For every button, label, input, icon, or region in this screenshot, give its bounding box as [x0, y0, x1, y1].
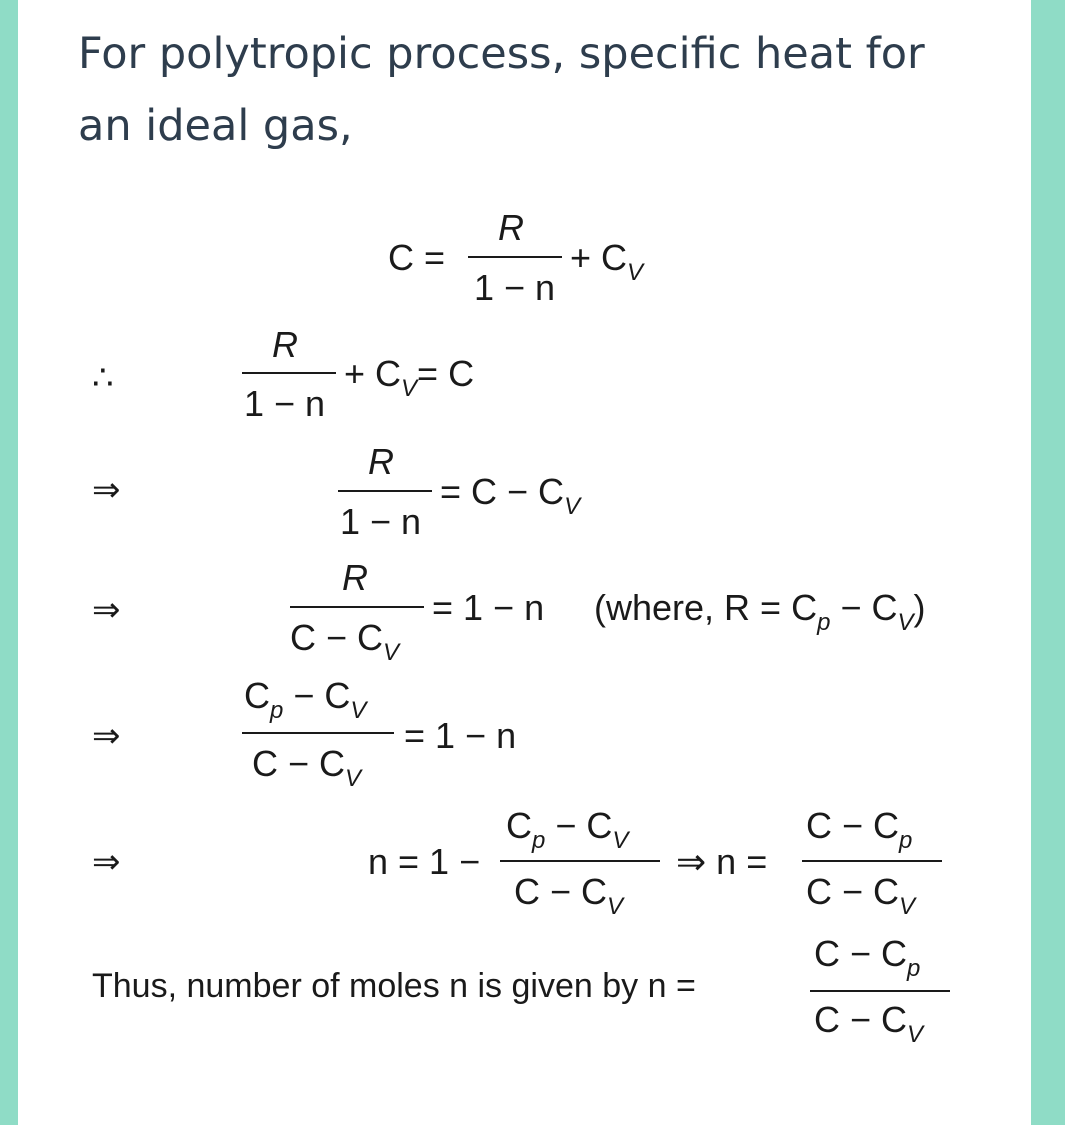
eq6-denominator-2: $C - C_V$ [806, 871, 916, 920]
eq2-fraction-bar [242, 372, 336, 374]
eq1-lhs: C = [388, 237, 446, 278]
eq5-denominator: $C - C_V$ [252, 743, 362, 792]
eq6-denominator: $C - C_V$ [514, 871, 624, 920]
intro-text: For polytropic process, specific heat for an ideal gas, [78, 29, 925, 151]
conclusion-fraction-bar [810, 990, 950, 992]
eq1-numerator: R [498, 207, 524, 248]
eq3-fraction-bar [338, 490, 432, 492]
eq5-fraction-bar [242, 732, 394, 734]
implies-symbol-4: ⇒ [92, 843, 121, 881]
eq5-numerator: $C_p - C_V$ [244, 675, 367, 724]
eq5-rhs: = 1 − n [404, 715, 517, 756]
eq6-numerator: $C_p - C_V$ [506, 805, 629, 854]
eq2-denominator: 1 − n [244, 383, 326, 424]
eq4-fraction-bar [290, 606, 424, 608]
eq4-rhs: = 1 − n [432, 587, 545, 628]
eq3-numerator: R [368, 441, 394, 482]
eq3-denominator: 1 − n [340, 501, 422, 542]
eq1-denominator: 1 − n [474, 267, 556, 308]
eq1-fraction-bar [468, 256, 562, 258]
conclusion-denominator: $C - C_V$ [814, 999, 924, 1048]
eq4-denominator: $C - C_V$ [290, 617, 400, 666]
eq6-fraction-bar [500, 860, 660, 862]
eq6-fraction-bar-2 [802, 860, 942, 862]
eq4-numerator: R [342, 557, 368, 598]
implies-symbol-2: ⇒ [92, 591, 121, 629]
eq3-rhs: = $C - C_V$ [440, 471, 581, 520]
conclusion-text: Thus, number of moles n is given by n = [92, 967, 696, 1005]
eq6-mid: ⇒ n = [676, 841, 768, 882]
implies-symbol-1: ⇒ [92, 471, 121, 509]
eq6-lhs: n = 1 − [368, 841, 481, 882]
eq4-note: (where, $R = C_p - C_V$) [594, 587, 926, 636]
eq2-numerator: R [272, 324, 298, 365]
eq2-rhs: + $C_V= C$ [344, 353, 475, 402]
eq6-numerator-2: $C - C_p$ [806, 805, 913, 854]
eq1-rhs: + $C_V$ [570, 237, 644, 286]
therefore-symbol: ∴ [92, 359, 114, 397]
implies-symbol-3: ⇒ [92, 717, 121, 755]
conclusion-numerator: $C - C_p$ [814, 933, 921, 982]
